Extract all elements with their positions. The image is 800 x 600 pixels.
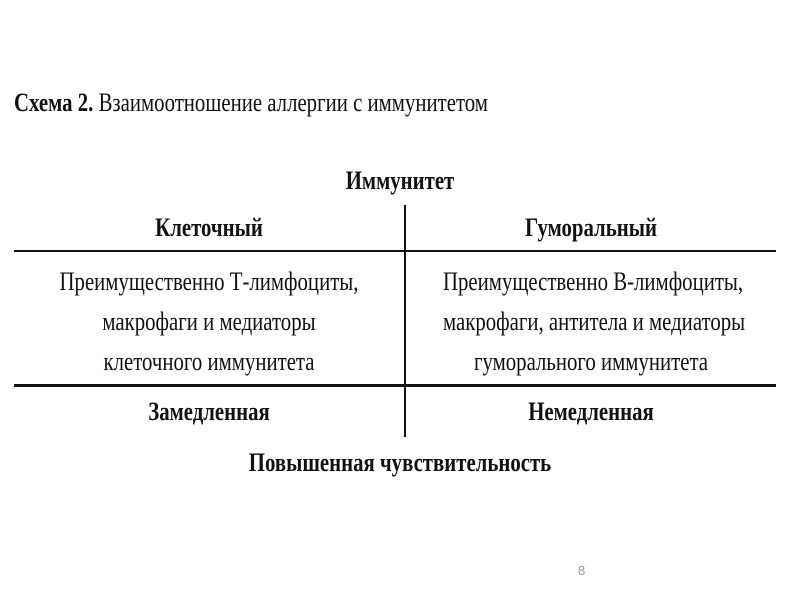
page-number: 8 bbox=[578, 563, 586, 578]
column-divider bbox=[404, 205, 406, 437]
humoral-description bbox=[443, 262, 746, 382]
humoral-header: Гуморальный bbox=[525, 213, 657, 242]
humoral-description-line: макрофаги, антитела и медиаторы bbox=[443, 307, 746, 336]
cellular-description-line: Преимущественно Т-лимфоциты, bbox=[59, 267, 359, 296]
body-separator-line bbox=[14, 384, 776, 387]
humoral-description-line: гуморального иммунитета bbox=[473, 347, 709, 376]
immunity-heading: Иммунитет bbox=[345, 166, 455, 195]
delayed-type-label: Замедленная bbox=[148, 397, 270, 426]
cellular-description bbox=[53, 262, 365, 382]
cellular-description-line: макрофаги и медиаторы bbox=[102, 307, 316, 336]
immediate-type-label: Немедленная bbox=[528, 397, 654, 426]
scheme-title-text: Взаимоотношение аллергии с иммунитетом bbox=[98, 88, 488, 117]
cellular-description-line: клеточного иммунитета bbox=[103, 347, 315, 376]
scheme-title bbox=[14, 88, 488, 118]
hypersensitivity-heading: Повышенная чувствительность bbox=[248, 448, 552, 477]
cellular-header: Клеточный bbox=[155, 213, 263, 242]
header-separator-line bbox=[14, 250, 776, 252]
humoral-description-line: Преимущественно В-лимфоциты, bbox=[443, 267, 744, 296]
scheme-title-prefix: Схема 2. bbox=[14, 88, 94, 117]
